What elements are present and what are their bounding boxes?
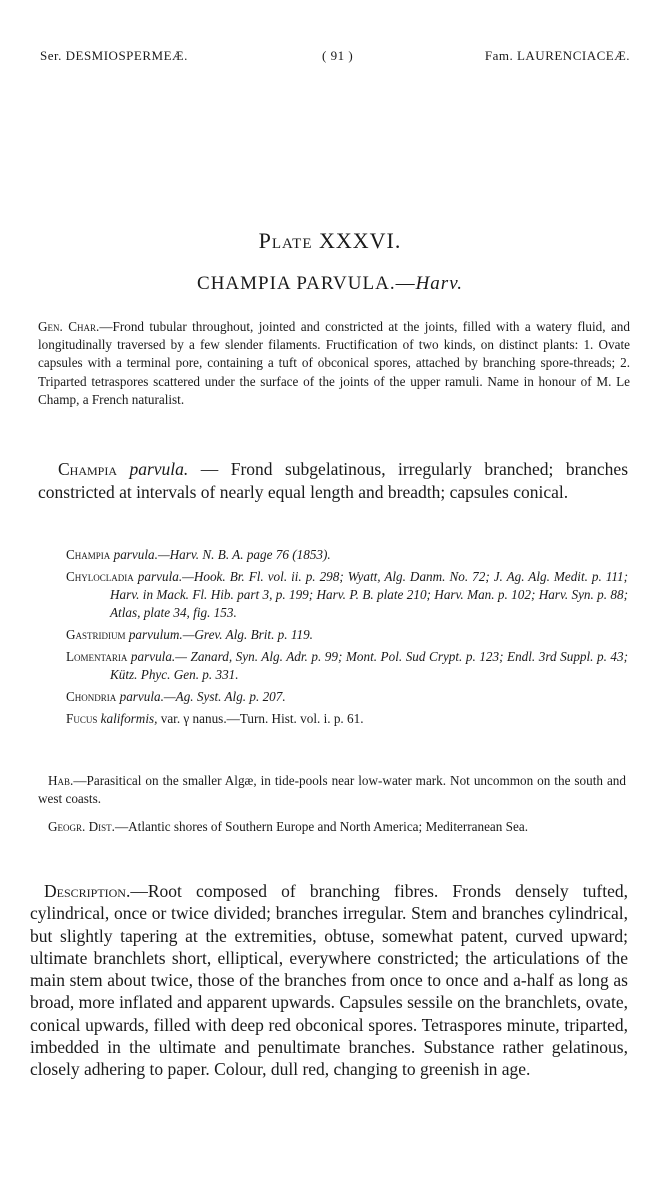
synonym-entry bbox=[66, 710, 628, 728]
habitat bbox=[38, 772, 626, 808]
gen-char-text: —Frond tubular throughout, jointed and constricted at the joints, filled with a watery fluid, and longitudinally traversed by a few slender filaments. Fructification of two kinds, on distinct plants: 1. Ovate capsules with a terminal pore, containing a tuft of obconical spores, attached by branching spore-threads; 2. Triparted tetraspores scattered under the surface of the joints of the upper ramuli. Name in honour of M. Le Champ, a French naturalist. bbox=[38, 319, 630, 407]
species-title bbox=[0, 273, 660, 295]
synonym-species: parvula. bbox=[113, 547, 158, 562]
synonym-entry bbox=[66, 688, 628, 706]
species-name: CHAMPIA PARVULA.— bbox=[197, 273, 416, 294]
synonym-reference: var. γ nanus.—Turn. Hist. vol. i. p. 61. bbox=[157, 711, 364, 726]
synonym-entry bbox=[66, 546, 628, 564]
synonym-genus: Gastridium bbox=[66, 627, 126, 642]
description bbox=[30, 880, 628, 1081]
gen-char-label: Gen. Char. bbox=[38, 319, 100, 334]
synonym-reference: — Zanard, Syn. Alg. Adr. p. 99; Mont. Pol. Sud Crypt. p. 123; Endl. 3rd Suppl. p. 43; Kütz. Phyc. Gen. p. 331. bbox=[110, 649, 629, 682]
synonym-species: parvulum. bbox=[128, 627, 183, 642]
synonym-species: parvula. bbox=[119, 689, 164, 704]
geogr-label: Geogr. Dist. bbox=[48, 819, 115, 834]
synonym-entry bbox=[66, 626, 628, 644]
synonym-genus: Chylocladia bbox=[66, 569, 134, 584]
synonym-reference: —Hook. Br. Fl. vol. ii. p. 298; Wyatt, Alg. Danm. No. 72; J. Ag. Alg. Medit. p. 111; Harv. in Mack. Fl. Hib. part 3, p. 199; Harv. P. B. plate 210; Harv. Man. p. 102; Harv. Syn. p. 88; Atlas, plate 34, fig. 153. bbox=[110, 569, 629, 620]
synonym-species: kaliformis, bbox=[100, 711, 158, 726]
generic-character bbox=[38, 318, 630, 409]
synonym-species: parvula. bbox=[130, 649, 176, 664]
synonym-genus: Lomentaria bbox=[66, 649, 128, 664]
synonym-entry bbox=[66, 568, 628, 622]
running-header-series: Ser. DESMIOSPERMEÆ. bbox=[40, 48, 188, 63]
running-header-family: Fam. LAURENCIACEÆ. bbox=[484, 48, 630, 63]
synonym-genus: Champia bbox=[66, 547, 111, 562]
habitat-label: Hab. bbox=[48, 773, 74, 788]
habitat-text: —Parasitical on the smaller Algæ, in tide-pools near low-water mark. Not uncommon on the south and west coasts. bbox=[38, 773, 626, 806]
synonym-genus: Fucus bbox=[66, 711, 98, 726]
synonym-genus: Chondria bbox=[66, 689, 117, 704]
description-text: —Root composed of branching fibres. Fronds densely tufted, cylindrical, once or twice divided; branches irregular. Stem and branches cylindrical, but slightly tapering at the extremities, obtuse, somewhat patent, curved upward; ultimate branchlets short, elliptical, everywhere constricted; the articulations of the main stem about twice, those of the branches from once to once and a-half as long as broad, more inflated and apparent upwards. Capsules sessile on the branchlets, ovate, conical upwards, filled with deep red obconical spores. Tetraspores minute, triparted, imbedded in the ultimate and penultimate branches. Substance rather gelatinous, closely adhering to paper. Colour, dull red, changing to greenish in age. bbox=[30, 881, 628, 1080]
page-number: ( 91 ) bbox=[322, 48, 354, 63]
synonym-species: parvula. bbox=[137, 569, 183, 584]
description-label: Description. bbox=[44, 881, 131, 901]
synonym-reference: —Grev. Alg. Brit. p. 119. bbox=[182, 627, 313, 642]
synonym-entry bbox=[66, 648, 628, 684]
plate-title: Plate XXXVI. bbox=[258, 228, 402, 253]
synonym-reference: —Harv. N. B. A. page 76 (1853). bbox=[157, 547, 331, 562]
diagnosis-text: — Frond subgelatinous, irregularly branched; branches constricted at intervals of nearly equal length and breadth; capsules conical. bbox=[38, 459, 629, 502]
synonymy-list bbox=[66, 546, 628, 732]
geogr-text: —Atlantic shores of Southern Europe and North America; Mediterranean Sea. bbox=[114, 819, 529, 834]
species-diagnosis bbox=[38, 458, 628, 504]
geographic-distribution bbox=[38, 818, 626, 836]
species-authority: Harv. bbox=[415, 273, 463, 294]
diagnosis-genus: Champia bbox=[58, 459, 118, 479]
diagnosis-species: parvula. bbox=[129, 459, 189, 479]
synonym-reference: —Ag. Syst. Alg. p. 207. bbox=[163, 689, 286, 704]
